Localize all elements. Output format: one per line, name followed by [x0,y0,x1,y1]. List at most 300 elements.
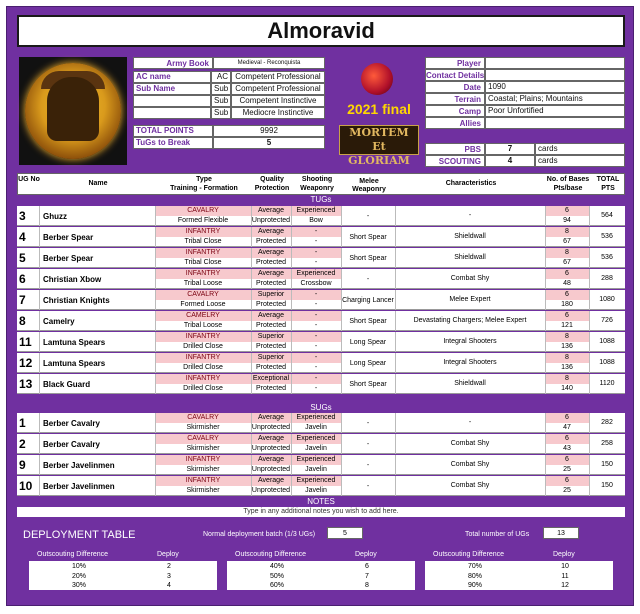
unit-shooting: - [291,353,341,363]
unit-training: Skirmisher [186,466,220,473]
batch-value: 5 [327,527,363,539]
unit-pts-per-base: 121 [561,322,573,329]
unit-type: INFANTRY [155,227,251,237]
commander-role: AC [211,71,231,83]
unit-weapon: Bow [309,217,323,224]
unit-name: Black Guard [43,380,91,389]
table-row[interactable] [17,311,625,331]
contact-label: Contact Details [426,71,485,80]
unit-shooting: Experienced [291,413,341,423]
column-divider [39,413,40,433]
column-divider [341,413,342,433]
unit-protection: Protected [256,385,286,392]
unit-quality: Superior [251,290,291,300]
total-ugs-label: Total number of UGs [465,531,530,538]
deploy-count: 3 [167,572,171,580]
unit-bases: 6 [545,434,589,444]
unit-weapon: Javelin [305,487,327,494]
event-year: 2021 final [347,101,411,117]
ug-number: 9 [19,458,26,472]
army-sheet [6,6,634,606]
header-ug: UG No [18,176,40,183]
unit-characteristics: Melee Expert [449,296,491,303]
unit-pts-per-base: 48 [563,280,571,287]
deploy-count: 7 [365,572,369,580]
outscouting-diff: 60% [269,582,284,589]
commander-quality[interactable]: Mediocre Instinctive [231,107,325,119]
table-row[interactable] [17,206,625,226]
column-divider [39,434,40,454]
column-divider [251,353,252,373]
column-divider [589,311,590,331]
table-row[interactable] [17,434,625,454]
unit-type: INFANTRY [155,455,251,465]
column-divider [155,353,156,373]
column-divider [395,227,396,247]
unit-weapon: Crossbow [300,280,332,287]
column-divider [395,269,396,289]
deploy-count: 2 [167,563,171,570]
unit-pts-per-base: 25 [563,487,571,494]
column-divider [341,374,342,394]
unit-characteristics: Combat Shy [450,461,490,468]
column-divider [341,269,342,289]
unit-type: INFANTRY [155,476,251,486]
camp-field[interactable]: Poor Unfortified [485,105,625,117]
unit-quality: Average [251,227,291,237]
unit-pts-per-base: 67 [563,238,571,245]
allies-field[interactable] [485,117,625,129]
unit-total-pts: 1088 [599,359,615,366]
table-row[interactable] [17,290,625,310]
deploy-count: 8 [365,582,369,589]
column-divider [395,290,396,310]
unit-melee: Short Spear [349,380,387,388]
column-divider [251,290,252,310]
unit-total-pts: 1088 [599,338,615,345]
column-divider [155,455,156,475]
column-divider [251,269,252,289]
unit-type: CAVALRY [155,434,251,444]
unit-pts-per-base: 47 [563,424,571,431]
swirl-logo-icon [361,63,393,95]
table-row[interactable] [17,248,625,268]
column-divider [291,269,292,289]
column-divider [589,290,590,310]
column-divider [251,434,252,454]
ug-number: 10 [19,479,33,493]
unit-melee: Short Spear [349,254,387,262]
ug-number: 11 [19,335,32,349]
unit-bases: 8 [545,227,589,237]
table-row[interactable] [17,227,625,247]
unit-total-pts: 536 [601,254,613,261]
column-divider [155,206,156,226]
unit-weapon: - [314,364,318,371]
column-divider [589,455,590,475]
unit-shooting: - [291,290,341,300]
unit-weapon: - [314,259,318,266]
column-divider [395,332,396,352]
unit-training: Tribal Close [184,259,222,266]
player-field[interactable] [485,57,625,69]
outscouting-diff: 90% [467,582,482,589]
date-field[interactable]: 1090 [485,81,625,93]
unit-bases: 6 [545,311,589,321]
ug-number: 5 [19,251,26,265]
unit-weapon: - [314,343,318,350]
column-divider [39,206,40,226]
unit-quality: Average [251,476,291,486]
unit-quality: Average [251,269,291,279]
column-divider [341,476,342,496]
unit-pts-per-base: 43 [563,445,571,452]
unit-melee: - [366,212,370,220]
unit-pts-per-base: 25 [563,466,571,473]
unit-bases: 8 [545,353,589,363]
unit-weapon: Javelin [305,424,327,431]
commander-role: Sub [211,107,231,119]
unit-protection: Protected [256,259,286,266]
column-divider [341,332,342,352]
unit-name: Christian Xbow [43,275,102,284]
unit-training: Skirmisher [186,424,220,431]
deploy-header: Deploy [157,551,179,558]
column-divider [341,434,342,454]
unit-bases: 8 [545,248,589,258]
column-divider [395,434,396,454]
header-pts: PTS [601,185,615,192]
unit-quality: Average [251,248,291,258]
event-badge [337,59,421,169]
total-points-value: 9992 [213,125,325,137]
unit-bases: 6 [545,476,589,486]
column-divider [395,374,396,394]
column-divider [39,374,40,394]
unit-quality: Average [251,455,291,465]
column-divider [395,455,396,475]
unit-name: Lamtuna Spears [43,338,106,347]
column-divider [251,248,252,268]
column-divider [155,248,156,268]
column-divider [155,227,156,247]
unit-characteristics: Shieldwall [454,380,486,387]
deploy-count: 11 [561,572,569,580]
ug-number: 8 [19,314,26,328]
unit-pts-per-base: 140 [561,385,573,392]
unit-protection: Unprotected [251,217,291,224]
unit-total-pts: 282 [601,419,613,426]
column-divider [395,413,396,433]
notes-field[interactable]: Type in any additional notes you wish to add here. [17,507,625,517]
column-divider [155,476,156,496]
mortem-et-gloriam-logo [339,125,419,167]
page-title: Almoravid [17,15,625,47]
column-divider [341,206,342,226]
unit-total-pts: 150 [601,461,613,468]
tugs-break-label: TuGs to Break [133,137,213,149]
unit-protection: Protected [256,238,286,245]
column-divider [545,374,546,394]
unit-shooting: - [291,248,341,258]
unit-shooting: Experienced [291,206,341,216]
unit-quality: Average [251,434,291,444]
column-divider [291,476,292,496]
column-divider [39,476,40,496]
outscouting-diff: 40% [269,563,284,570]
column-divider [251,311,252,331]
pbs-unit: cards [535,143,625,155]
column-divider [341,353,342,373]
unit-training: Formed Loose [180,301,226,308]
header-characteristics: Characteristics [445,180,497,187]
deploy-header: Deploy [553,551,575,558]
column-divider [251,476,252,496]
column-divider [291,227,292,247]
unit-characteristics: Shieldwall [454,254,486,261]
sub-name-empty[interactable] [133,95,211,107]
column-divider [155,269,156,289]
unit-melee: Charging Lancer [342,296,394,304]
unit-bases: 6 [545,269,589,279]
unit-training: Skirmisher [186,487,220,494]
header-melee: Melee Weaponry [352,178,386,193]
header-bases: No. of Bases [546,176,590,183]
table-row[interactable] [17,374,625,394]
unit-type: CAVALRY [155,290,251,300]
column-divider [251,455,252,475]
unit-training: Tribal Close [184,238,222,245]
deployment-table [425,551,613,590]
header-training: Training - Formation [170,185,238,192]
outscouting-header: Outscouting Difference [433,551,505,558]
unit-total-pts: 726 [601,317,613,324]
column-divider [341,290,342,310]
unit-weapon: Javelin [305,445,327,452]
column-divider [39,353,40,373]
unit-type: INFANTRY [155,269,251,279]
table-row[interactable] [17,413,625,433]
header-quality: Quality [260,176,284,183]
unit-shooting: Experienced [291,269,341,279]
outscouting-diff: 10% [71,563,86,570]
column-divider [545,311,546,331]
column-divider [291,248,292,268]
unit-name: Berber Javelinmen [43,482,115,491]
scouting-unit: cards [535,155,625,167]
column-divider [155,434,156,454]
column-divider [341,311,342,331]
unit-bases: 6 [545,206,589,216]
unit-pts-per-base: 94 [563,217,571,224]
unit-quality: Average [251,206,291,216]
unit-protection: Unprotected [251,424,291,431]
column-divider [395,206,396,226]
table-row[interactable] [17,332,625,352]
column-divider [395,353,396,373]
unit-melee: Long Spear [349,338,387,346]
column-divider [291,206,292,226]
table-row[interactable] [17,353,625,373]
unit-name: Berber Spear [43,254,94,263]
column-divider [291,353,292,373]
unit-weapon: - [314,238,318,245]
deployment-title: DEPLOYMENT TABLE [23,529,136,541]
unit-melee: Short Spear [349,233,387,241]
unit-bases: 6 [545,455,589,465]
column-divider [291,374,292,394]
column-divider [545,455,546,475]
ac-name-label: AC name [133,71,211,83]
unit-training: Skirmisher [186,445,220,452]
unit-total-pts: 1080 [599,296,615,303]
column-divider [39,311,40,331]
deploy-header: Deploy [355,551,377,558]
ug-number: 1 [19,416,26,430]
unit-total-pts: 536 [601,233,613,240]
column-divider [589,269,590,289]
unit-characteristics: Combat Shy [450,440,490,447]
column-divider [589,476,590,496]
unit-name: Ghuzz [43,212,67,221]
total-points-label: TOTAL POINTS [133,125,213,137]
contact-field[interactable] [485,69,625,81]
player-label: Player [425,57,485,69]
unit-type: INFANTRY [155,248,251,258]
unit-protection: Protected [256,280,286,287]
header-pts-base: Pts/base [553,185,583,192]
table-row[interactable] [17,455,625,475]
unit-melee: - [366,275,370,283]
column-divider [589,434,590,454]
sub-name-label: Sub Name [133,83,211,95]
column-divider [589,413,590,433]
spartan-helmet-logo [19,57,127,165]
outscouting-diff: 50% [269,572,284,580]
pbs-value: 7 [485,143,535,155]
unit-name: Lamtuna Spears [43,359,106,368]
unit-total-pts: 258 [601,440,613,447]
column-divider [589,248,590,268]
unit-quality: Superior [251,332,291,342]
column-divider [291,311,292,331]
unit-pts-per-base: 136 [561,364,573,371]
unit-shooting: Experienced [291,455,341,465]
unit-total-pts: 1120 [599,380,615,387]
unit-weapon: Javelin [305,466,327,473]
unit-name: Berber Javelinmen [43,461,115,470]
scouting-label: SCOUTING [425,155,485,167]
unit-training: Drilled Close [183,343,223,350]
helmet-icon [47,77,99,141]
unit-type: CAMELRY [155,311,251,321]
column-divider [39,455,40,475]
column-divider [395,248,396,268]
deploy-count: 6 [365,563,369,570]
commander-quality[interactable]: Competent Instinctive [231,95,325,107]
unit-name: Berber Cavalry [43,419,100,428]
column-divider [395,311,396,331]
column-divider [341,227,342,247]
terrain-field[interactable]: Coastal; Plains; Mountains [485,93,625,105]
unit-training: Tribal Loose [183,322,223,329]
unit-pts-per-base: 180 [561,301,573,308]
column-divider [545,434,546,454]
unit-shooting: - [291,227,341,237]
unit-quality: Superior [251,353,291,363]
unit-bases: 6 [545,413,589,423]
column-divider [589,374,590,394]
unit-shooting: - [291,332,341,342]
table-row[interactable] [17,476,625,496]
unit-characteristics: Shieldwall [454,233,486,240]
column-divider [39,227,40,247]
unit-training: Formed Flexible [177,217,229,224]
column-divider [395,476,396,496]
ug-number: 13 [19,377,33,391]
commander-role: Sub [211,83,231,95]
header-name: Name [88,180,108,187]
column-divider [39,248,40,268]
deploy-count: 12 [561,582,569,589]
column-divider [341,248,342,268]
column-divider [589,206,590,226]
column-divider [155,413,156,433]
header-total: TOTAL [596,176,620,183]
unit-name: Berber Spear [43,233,94,242]
outscouting-diff: 20% [71,572,86,580]
tugs-band: TUGs [17,195,625,205]
unit-pts-per-base: 67 [563,259,571,266]
total-ugs-value: 13 [543,527,579,539]
column-divider [545,206,546,226]
outscouting-diff: 80% [467,572,482,580]
column-divider [545,413,546,433]
unit-melee: - [366,419,370,427]
unit-pts-per-base: 136 [561,343,573,350]
outscouting-header: Outscouting Difference [235,551,307,558]
ug-number: 6 [19,272,26,286]
unit-total-pts: 564 [601,212,613,219]
column-divider [291,290,292,310]
unit-protection: Unprotected [251,487,291,494]
column-divider [589,227,590,247]
unit-melee: Short Spear [349,317,387,325]
unit-characteristics: - [468,212,472,219]
column-divider [251,332,252,352]
column-divider [589,332,590,352]
unit-melee: Long Spear [349,359,387,367]
unit-shooting: - [291,374,341,384]
unit-type: INFANTRY [155,374,251,384]
notes-band: NOTES [17,497,625,507]
unit-bases: 8 [545,332,589,342]
commander-role: Sub [211,95,231,107]
header-protection: Protection [254,185,290,192]
army-book-field[interactable]: Medieval - Reconquista [213,57,325,69]
sub-name-empty[interactable] [133,107,211,119]
commander-quality[interactable]: Competent Professional [231,71,325,83]
table-row[interactable] [17,269,625,289]
unit-quality: Exceptional [252,375,290,382]
unit-melee: - [366,440,370,448]
column-divider [291,455,292,475]
unit-characteristics: Integral Shooters [443,338,497,345]
commander-quality[interactable]: Competent Professional [231,83,325,95]
column-divider [545,476,546,496]
column-divider [545,248,546,268]
column-divider [251,206,252,226]
